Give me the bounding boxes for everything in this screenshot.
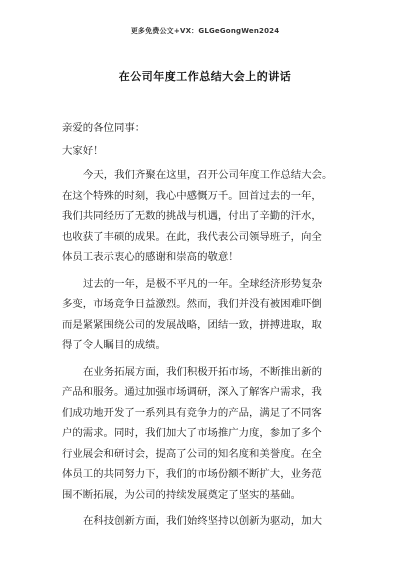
- paragraph-line: 行业展会和研讨会，提高了公司的知名度和美誉度。在全: [62, 447, 322, 460]
- paragraph-line: 体员工的共同努力下，我们的市场份额不断扩大，业务范: [62, 468, 322, 480]
- paragraph-3: [62, 362, 354, 506]
- paragraph-line: 过去的一年，是极不平凡的一年。全球经济形势复杂: [83, 277, 322, 290]
- paragraph-2: [62, 274, 354, 356]
- salutation: 亲爱的各位同事：: [62, 122, 146, 134]
- paragraph-line: 今天，我们齐聚在这里，召开公司年度工作总结大会。: [83, 169, 333, 181]
- greeting: 大家好！: [62, 144, 104, 157]
- header-note: 更多免费公文+VX：GLGeGongWen2024: [130, 27, 280, 35]
- paragraph-line: 也收获了丰硕的成果。在此，我代表公司领导班子，向全: [62, 230, 322, 243]
- paragraph-line: 我们共同经历了无数的挑战与机遇，付出了辛勤的汗水，: [62, 210, 322, 222]
- paragraph-line: 户的需求。同时，我们加大了市场推广力度，参加了多个: [62, 427, 322, 439]
- document-title: 在公司年度工作总结大会上的讲话: [118, 70, 292, 83]
- paragraph-line: 产品和服务。通过加强市场调研，深入了解客户需求，我: [62, 386, 322, 398]
- paragraph-line: 围不断拓展，为公司的持续发展奠定了坚实的基础。: [62, 488, 301, 501]
- paragraph-line: 在这个特殊的时刻，我心中感慨万千。回首过去的一年，: [62, 189, 322, 202]
- paragraph-line: 多变，市场竞争日益激烈。然而，我们并没有被困难吓倒: [62, 298, 322, 310]
- paragraph-line: 在业务拓展方面，我们积极开拓市场，不断推出新的: [83, 365, 322, 378]
- paragraph-line: 在科技创新方面，我们始终坚持以创新为驱动，加大: [83, 515, 322, 527]
- paragraph-line: 而是紧紧围绕公司的发展战略，团结一致，拼搏进取，取: [62, 318, 322, 331]
- paragraph-line: 们成功地开发了一系列具有竞争力的产品，满足了不同客: [62, 406, 322, 419]
- paragraph-line: 得了令人瞩目的成绩。: [62, 339, 166, 351]
- paragraph-4: [62, 511, 354, 532]
- paragraph-1: [62, 165, 354, 268]
- paragraph-line: 体员工表示衷心的感谢和崇高的敬意！: [62, 251, 239, 263]
- document-body: [62, 116, 354, 532]
